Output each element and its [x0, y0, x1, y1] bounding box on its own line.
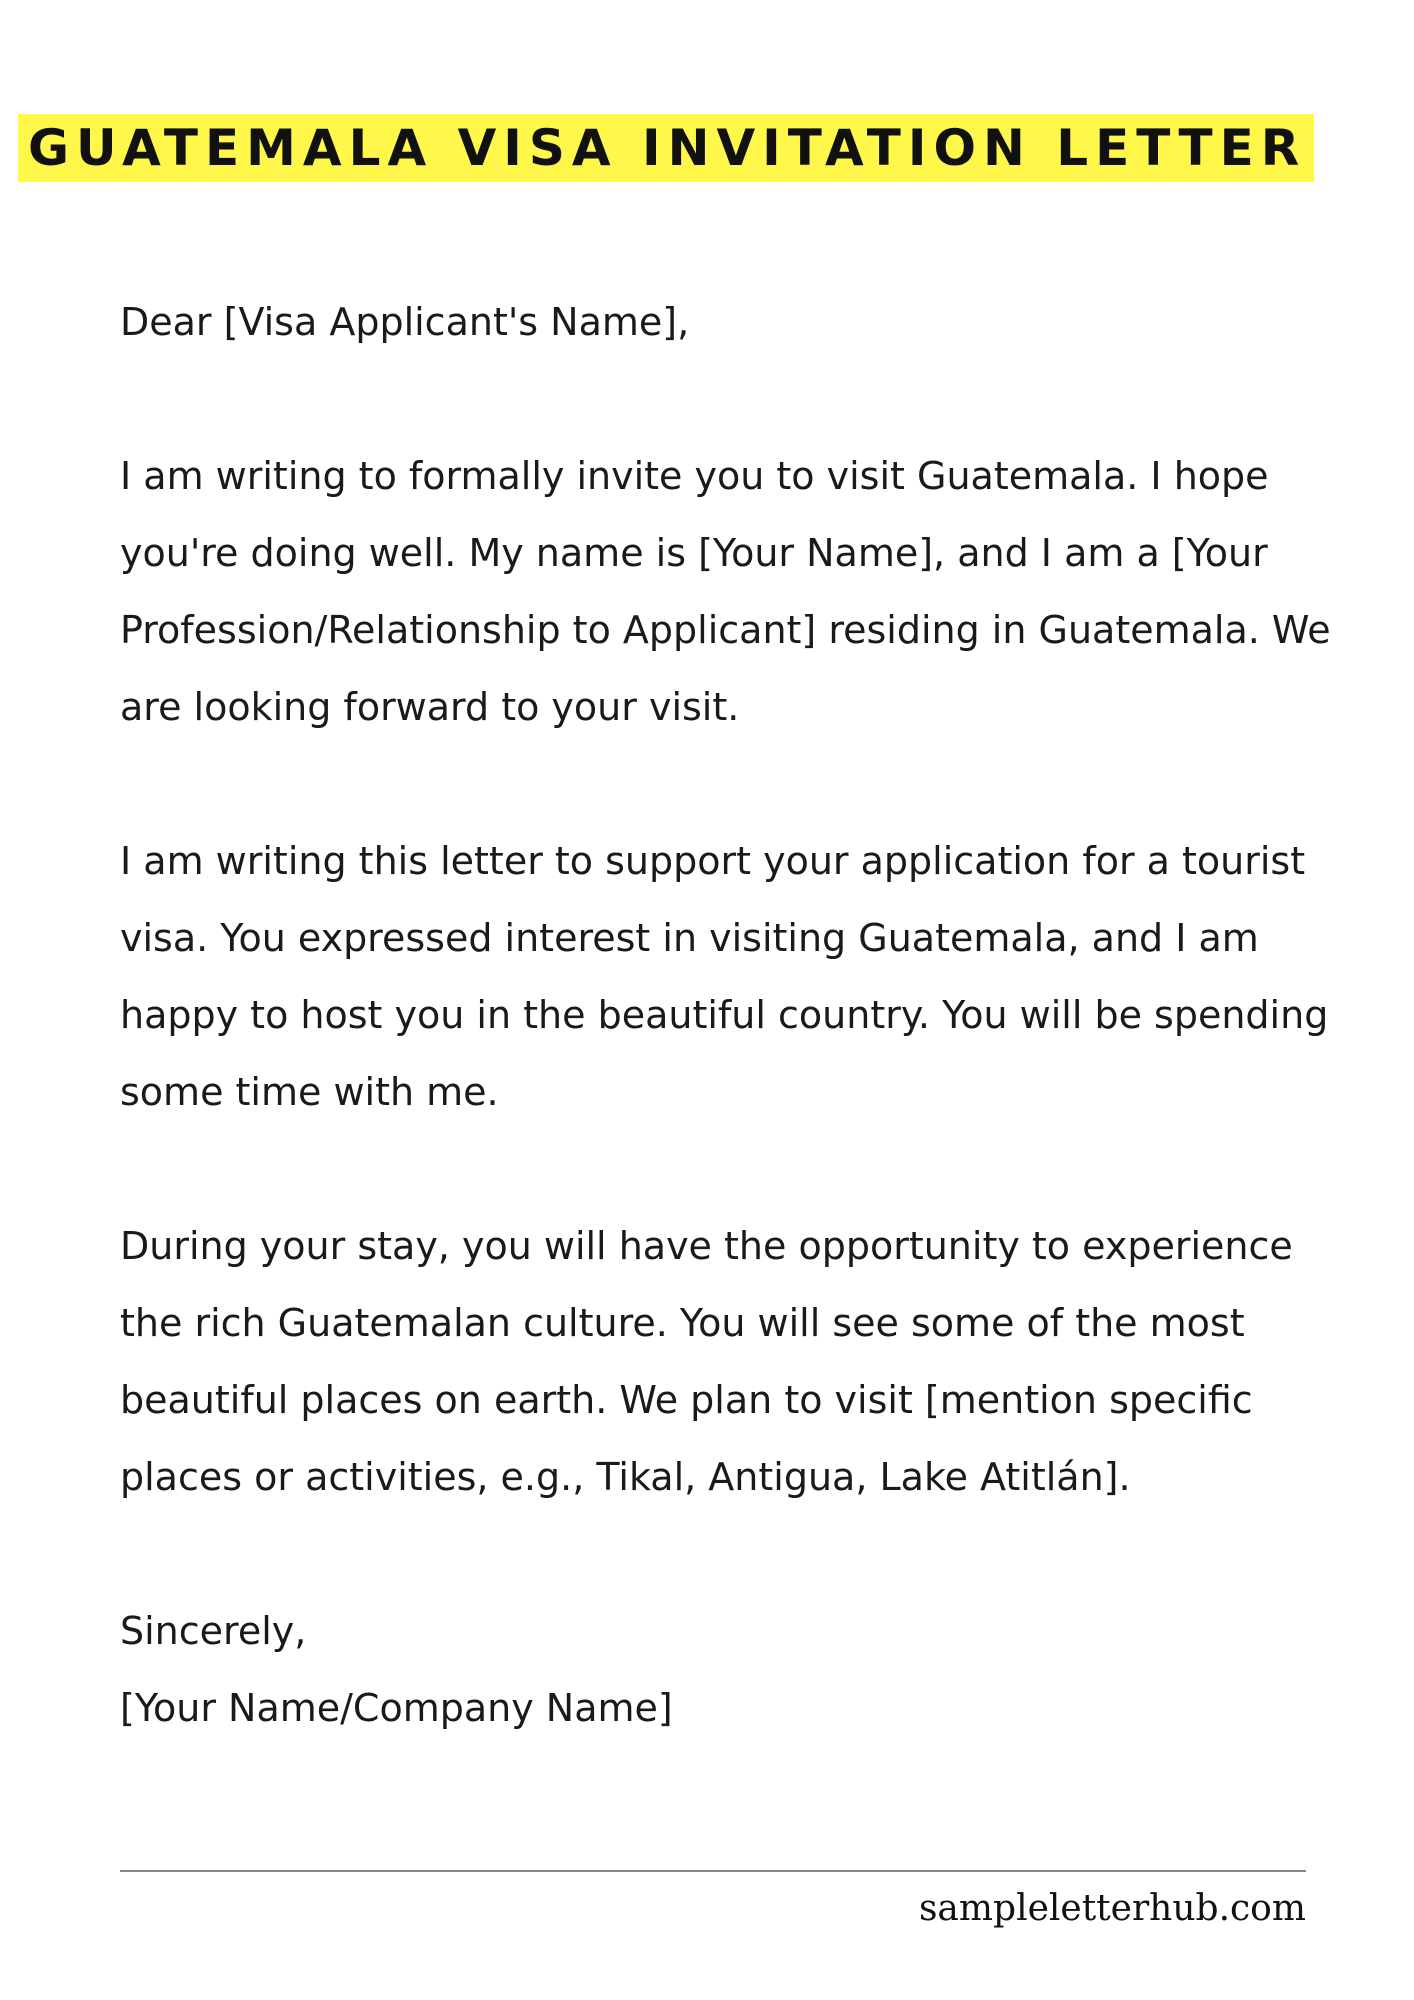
footer-divider: [120, 1870, 1306, 1872]
signature: [Your Name/Company Name]: [120, 1686, 673, 1730]
salutation: Dear [Visa Applicant's Name],: [120, 300, 690, 344]
closing: Sincerely,: [120, 1609, 307, 1653]
paragraph-invitation: I am writing to formally invite you to visit Guatemala. I hope you're doing well. My name is [Your Name], and I am a [Your Profession/Relationship to Applicant] residing in Guatemala. We are looking forward to your visit.: [120, 454, 1331, 729]
paragraph-itinerary: During your stay, you will have the opportunity to experience the rich Guatemalan culture. You will see some of the most beautiful places on earth. We plan to visit [mention specific places or activities, e.g., Tikal, Antigua, Lake Atitlán].: [120, 1224, 1293, 1499]
paragraph-visa-support: I am writing this letter to support your application for a tourist visa. You expressed interest in visiting Guatemala, and I am happy to host you in the beautiful country. You will be spending some time with me.: [120, 839, 1329, 1114]
letter-title: GUATEMALA VISA INVITATION LETTER: [18, 114, 1314, 182]
letter-body: [120, 284, 1360, 1747]
footer-site: sampleletterhub.com: [918, 1888, 1306, 1929]
